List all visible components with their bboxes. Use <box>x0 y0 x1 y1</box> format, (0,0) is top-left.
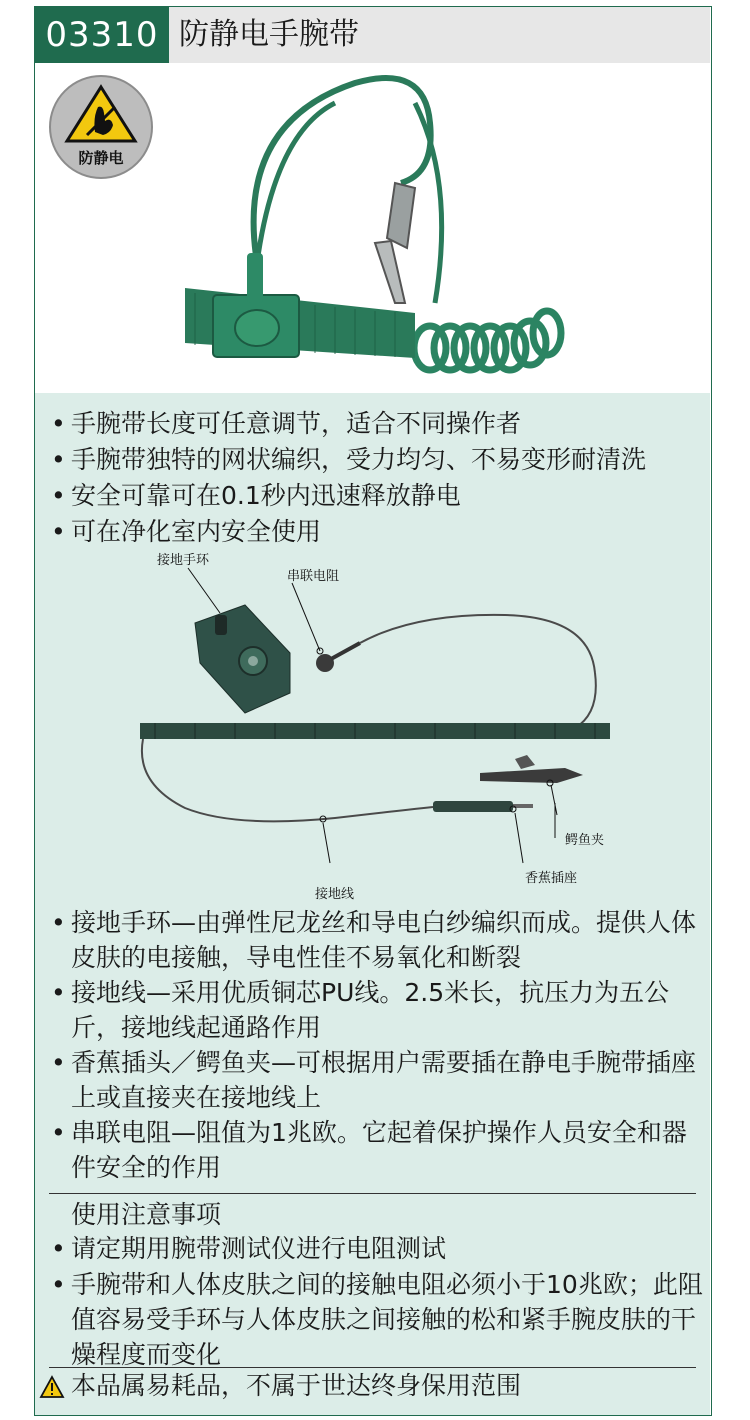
product-code: 03310 <box>35 7 169 63</box>
note-item: • 请定期用腕带测试仪进行电阻测试 <box>51 1231 707 1266</box>
feature-text: 安全可靠可在0.1秒内迅速释放静电 <box>71 481 461 510</box>
label-banana-socket: 香蕉插座 <box>525 871 578 886</box>
component-text: 接地手环—由弹性尼龙丝和导电白纱编织而成。提供人体皮肤的电接触，导电性佳不易氧化和断裂 <box>71 908 697 972</box>
note-text: 请定期用腕带测试仪进行电阻测试 <box>71 1234 447 1263</box>
component-diagram-image <box>35 543 710 898</box>
label-resistor: 串联电阻 <box>287 569 340 584</box>
component-text: 串联电阻—阻值为1兆欧。它起着保护操作人员安全和器件安全的作用 <box>71 1118 687 1182</box>
component-item: • 串联电阻—阻值为1兆欧。它起着保护操作人员安全和器件安全的作用 <box>51 1115 707 1185</box>
info-panel <box>35 393 710 1415</box>
feature-item: • 手腕带独特的网状编织，受力均匀、不易变形耐清洗 <box>51 445 647 474</box>
feature-text: 手腕带长度可任意调节，适合不同操作者 <box>71 409 522 438</box>
product-title: 防静电手腕带 <box>169 7 710 63</box>
component-text: 接地线—采用优质铜芯PU线。2.5米长，抗压力为五公斤，接地线起通路作用 <box>71 978 670 1042</box>
warning-text: 本品属易耗品，不属于世达终身保用范围 <box>71 1371 522 1400</box>
header <box>35 7 710 63</box>
warning-triangle-icon <box>39 1375 65 1399</box>
divider <box>49 1367 696 1368</box>
esd-badge-label: 防静电 <box>78 149 124 167</box>
note-item: • 手腕带和人体皮肤之间的接触电阻必须小于10兆欧；此阻值容易受手环与人体皮肤之间接触的松和紧手腕皮肤的干燥程度而变化 <box>51 1267 707 1372</box>
feature-item: • 手腕带长度可任意调节，适合不同操作者 <box>51 409 522 438</box>
label-ground-wire: 接地线 <box>315 887 355 902</box>
feature-text: 可在净化室内安全使用 <box>71 517 322 546</box>
component-item: • 香蕉插头／鳄鱼夹—可根据用户需要插在静电手腕带插座上或直接夹在接地线上 <box>51 1045 707 1115</box>
feature-item: • 可在净化室内安全使用 <box>51 517 322 546</box>
feature-item: • 安全可靠可在0.1秒内迅速释放静电 <box>51 481 461 510</box>
component-text: 香蕉插头／鳄鱼夹—可根据用户需要插在静电手腕带插座上或直接夹在接地线上 <box>71 1048 697 1112</box>
wrist-strap-photo <box>35 63 710 393</box>
notes-title <box>51 1197 707 1232</box>
divider <box>49 1193 696 1194</box>
feature-text: 手腕带独特的网状编织，受力均匀、不易变形耐清洗 <box>71 445 647 474</box>
label-alligator-clip: 鳄鱼夹 <box>565 833 605 848</box>
component-item: • 接地手环—由弹性尼龙丝和导电白纱编织而成。提供人体皮肤的电接触，导电性佳不易氧化和断裂 <box>51 905 707 975</box>
note-text: 手腕带和人体皮肤之间的接触电阻必须小于10兆欧；此阻值容易受手环与人体皮肤之间接触的松和紧手腕皮肤的干燥程度而变化 <box>71 1270 703 1369</box>
component-item: • 接地线—采用优质铜芯PU线。2.5米长，抗压力为五公斤，接地线起通路作用 <box>51 975 707 1045</box>
product-card <box>34 6 712 1416</box>
notes-title-text: 使用注意事项 <box>71 1200 222 1229</box>
warning-line <box>39 1369 521 1403</box>
label-wrist-ring: 接地手环 <box>157 553 210 568</box>
component-diagram <box>35 543 710 902</box>
product-photo <box>35 63 710 393</box>
